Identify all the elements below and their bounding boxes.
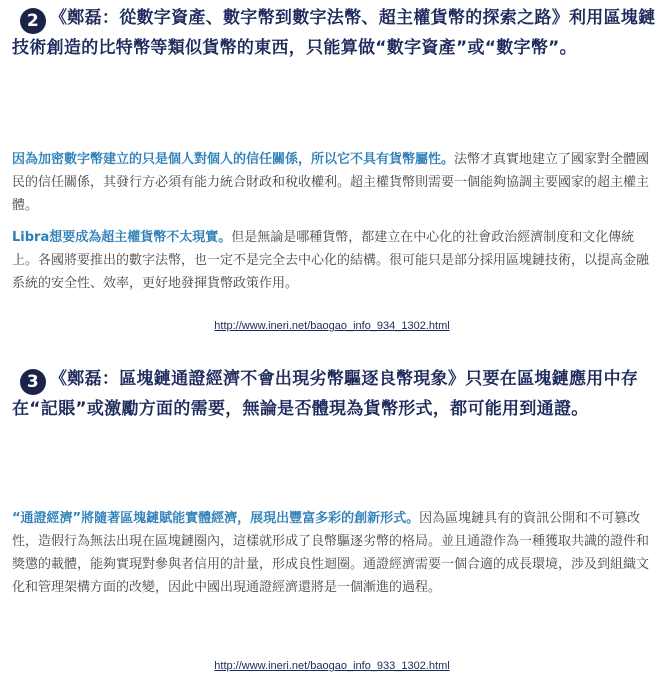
section-2-paragraph-1 [12, 148, 654, 217]
section-3-highlight: “通證經濟”將隨著區塊鏈賦能實體經濟，展現出豐富多彩的創新形式。 [12, 511, 420, 526]
section-2-paragraph-2 [12, 226, 654, 295]
section-2-text-1: 法幣才真實地建立了國家對全體國民的信任關係，其發行方必須有能力統合財政和稅收權利。超主權貨幣則需要一個能夠協調主要國家的超主權主體。 [12, 152, 650, 213]
section-3-heading-text: 《鄭磊：區塊鏈通證經濟不會出現劣幣驅逐良幣現象》只要在區塊鏈應用中存在“記賬”或激勵方面的需要，無論是否體現為貨幣形式，都可能用到通證。 [12, 369, 639, 419]
section-3-source-link[interactable]: http://www.ineri.net/baogao_info_933_1302.html [214, 660, 450, 672]
section-3-number-badge: 3 [20, 369, 46, 395]
section-2-text-2: 但是無論是哪種貨幣，都建立在中心化的社會政治經濟制度和文化傳統上。各國將要推出的數字法幣，也一定不是完全去中心化的結構。很可能只是部分採用區塊鏈技術，以提高金融系統的安全性、效率，更好地發揮貨幣政策作用。 [12, 230, 650, 291]
section-3-paragraph [12, 507, 654, 599]
section-2-highlight-2: Libra想要成為超主權貨幣不太現實。 [12, 230, 232, 245]
section-2-source-link[interactable]: http://www.ineri.net/baogao_info_934_1302.html [214, 320, 450, 332]
section-2-heading [12, 4, 656, 63]
section-2-number-badge: 2 [20, 8, 46, 34]
section-3-heading [12, 365, 656, 424]
section-2-highlight-1: 因為加密數字幣建立的只是個人對個人的信任關係，所以它不具有貨幣屬性。 [12, 152, 455, 167]
section-3-text: 因為區塊鏈具有的資訊公開和不可篡改性，造假行為無法出現在區塊鏈圈內，這樣就形成了良幣驅逐劣幣的格局。並且通證作為一種獲取共識的證件和獎懲的載體，能夠實現對參與者信用的計量，形成良性迴圈。通證經濟需要一個合適的成長環境，涉及到組織文化和管理架構方面的改變，因此中國出現通證經濟還將是一個漸進的過程。 [12, 511, 650, 595]
section-2-heading-text: 《鄭磊：從數字資產、數字幣到數字法幣、超主權貨幣的探索之路》利用區塊鏈技術創造的比特幣等類似貨幣的東西，只能算做“數字資產”或“數字幣”。 [12, 8, 656, 58]
